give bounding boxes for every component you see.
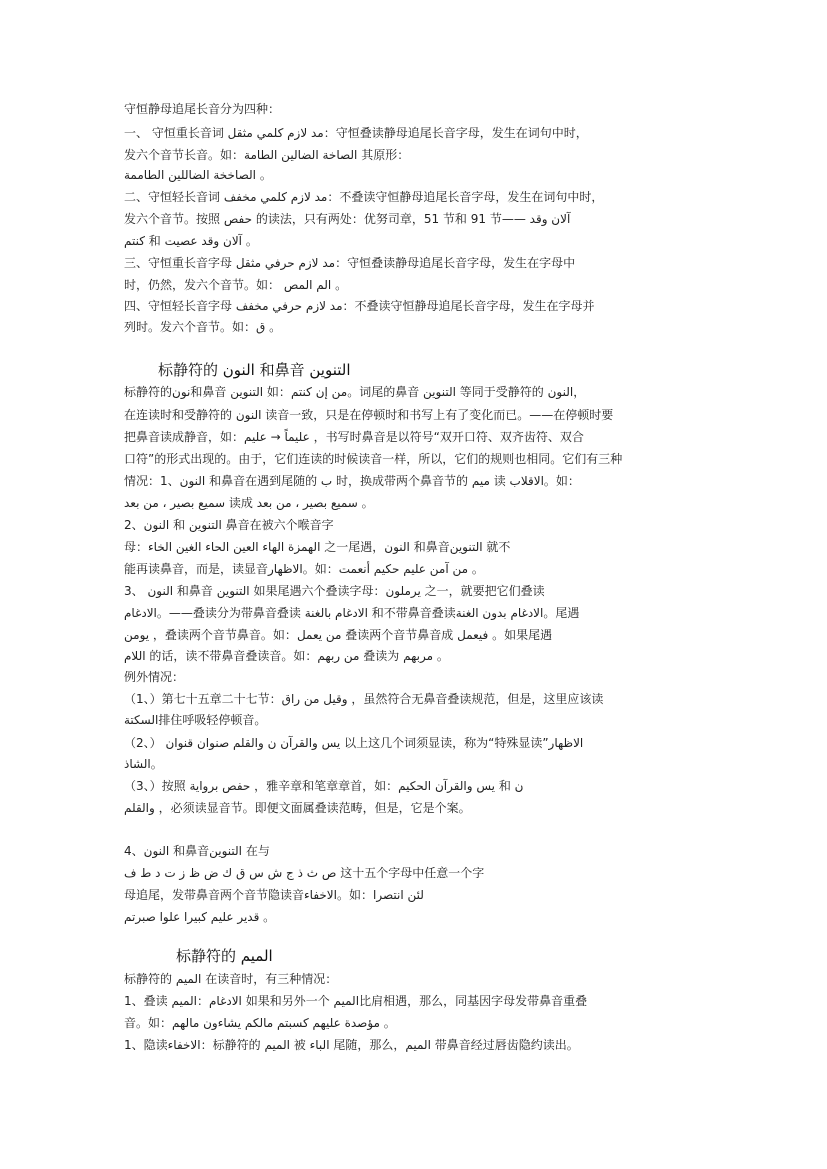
text-line: 发六个音节长音。如：الصاخة الضالين الطامة 其原形：	[124, 148, 410, 162]
text-line: 列时。发六个音节。如：ق 。	[124, 320, 282, 334]
text-line: 4、النون 和鼻音التنوين 在与	[124, 844, 270, 858]
text-line: 1、叠读 الادغام：الميم 如果和另外一个 الميم比肩相遇，那么，同基因字母发带鼻音重叠	[124, 994, 588, 1008]
text-line: 在连读时和受静符的 النون 读音一致，只是在停顿时和书写上有了变化而已。——在停顿时要	[124, 408, 614, 422]
text-line: 二、守恒轻长音词 مد لازم كلمي مخفف：不叠读守恒静母追尾长音字母，发生在词句中时，	[124, 190, 604, 204]
text-line: 母追尾，发带鼻音两个音节隐读音الاخفاء。如：لئن انتصرا	[124, 888, 424, 902]
text-line: 例外情况：	[124, 670, 185, 684]
text-line: ص ث ذ ج ش س ق ك ض ظ ز ت د ط ف 这十五个字母中任意一个字	[124, 866, 485, 880]
text-line: 守恒静母追尾长音分为四种：	[124, 102, 281, 116]
section-heading: 标静符的 النون 和鼻音 التنوين	[158, 361, 351, 379]
text-line: 三、守恒重长音字母 مد لازم حرفي مثقل：守恒叠读静母追尾长音字母，发生在字母中	[124, 256, 576, 270]
text-line: 标静符的نون和鼻音 التنوين 如：من إن كنتم。词尾的鼻音 التنوين 等同于受静符的 النون，	[124, 385, 586, 399]
text-line: الادغام。——叠读分为带鼻音叠读 الادغام بالغنة 和不带鼻音叠读الادغام بدون الغنة。尾遇	[124, 606, 580, 620]
text-line: سميع بصير ، من بعد 读成 سميع بصير ، من بعد 。	[124, 496, 374, 510]
text-line: 2、النون 和 التنوين 鼻音在被六个喉音字	[124, 518, 334, 532]
text-line: 音。如：مؤصدة عليهم كسبتم مالكم يشاءون مالهم 。	[124, 1016, 396, 1030]
text-line: 3、 النون 和鼻音 التنوين 如果尾遇六个叠读字母：يرملون 之一，就要把它们叠读	[124, 584, 545, 598]
text-line: （2、） يس والقرآن ن والقلم صنوان قنوان 以上这几个词须显读，称为“特殊显读”الاظهار	[124, 736, 584, 750]
text-line: 时，仍然，发六个音节。如： الم المص 。	[124, 278, 348, 292]
text-line: يومن ，叠读两个音节鼻音。如：من يعمل 叠读两个音节鼻音成 فيعمل 。如果尾遇	[124, 628, 553, 642]
text-line: كنتم 和 آلان وقد عصيت 。	[124, 234, 258, 248]
text-line: 四、守恒轻长音字母 مد لازم حرفي مخفف：不叠读守恒静母追尾长音字母，发生在字母并	[124, 299, 595, 313]
text-line: والقلم ，必须读显音节。即便文面属叠读范畴，但是，它是个案。	[124, 801, 471, 815]
text-line: （1、）第七十五章二十七节：وقيل من راق ，虽然符合无鼻音叠读规范，但是，这里应该读	[124, 692, 604, 706]
text-line: 一、 守恒重长音词 مد لازم كلمي مثقل：守恒叠读静母追尾长音字母，发生在词句中时，	[124, 126, 588, 140]
text-line: الشاذ。	[124, 757, 163, 771]
text-line: الصاخخة الضاللين الطاممة 。	[124, 168, 272, 182]
text-line: اللام 的话，读不带鼻音叠读音。如：من ربهم 叠读为 مربهم 。	[124, 649, 449, 663]
text-line: السكتة排住呼吸轻停顿音。	[124, 713, 267, 727]
text-line: （3、）按照 حفص برواية ，雅辛章和笔章章首，如：يس والقرآن الحكيم 和 ن	[124, 779, 524, 793]
text-line: 口符”的形式出现的。由于，它们连读的时候读音一样，所以，它们的规则也相同。它们有三种	[124, 452, 623, 466]
text-line: 把鼻音读成静音，如：عليماً → عليم ，书写时鼻音是以符号“双开口符、双齐齿符、双合	[124, 430, 584, 444]
text-line: قدير عليم كبيرا علوا صبرتم 。	[124, 910, 276, 924]
text-line: 1、隐读الاخفاء：标静符的 الميم 被 الباء 尾随，那么，الميم 带鼻音经过唇齿隐约读出。	[124, 1038, 579, 1052]
text-line: 情况：1、النون 和鼻音在遇到尾随的 ب 时，换成带两个鼻音节的 ميم 读 الاقلاب。如：	[124, 474, 580, 488]
text-line: 标静符的 الميم 在读音时，有三种情况：	[124, 972, 338, 986]
section-heading: 标静符的 الميم	[176, 947, 273, 965]
text-line: 母：الهمزة الهاء العين الحاء الغين الخاء 之一尾遇，النون 和鼻音التنوين 就不	[124, 540, 511, 554]
text-line: 发六个音节。按照 حفص 的读法，只有两处：优努司章，51 节和 91 节—— آلان وقد	[124, 212, 571, 226]
text-line: 能再读鼻音，而是，读显音الاظهار。如：من آمن عليم حكيم أنعمت 。	[124, 562, 484, 576]
